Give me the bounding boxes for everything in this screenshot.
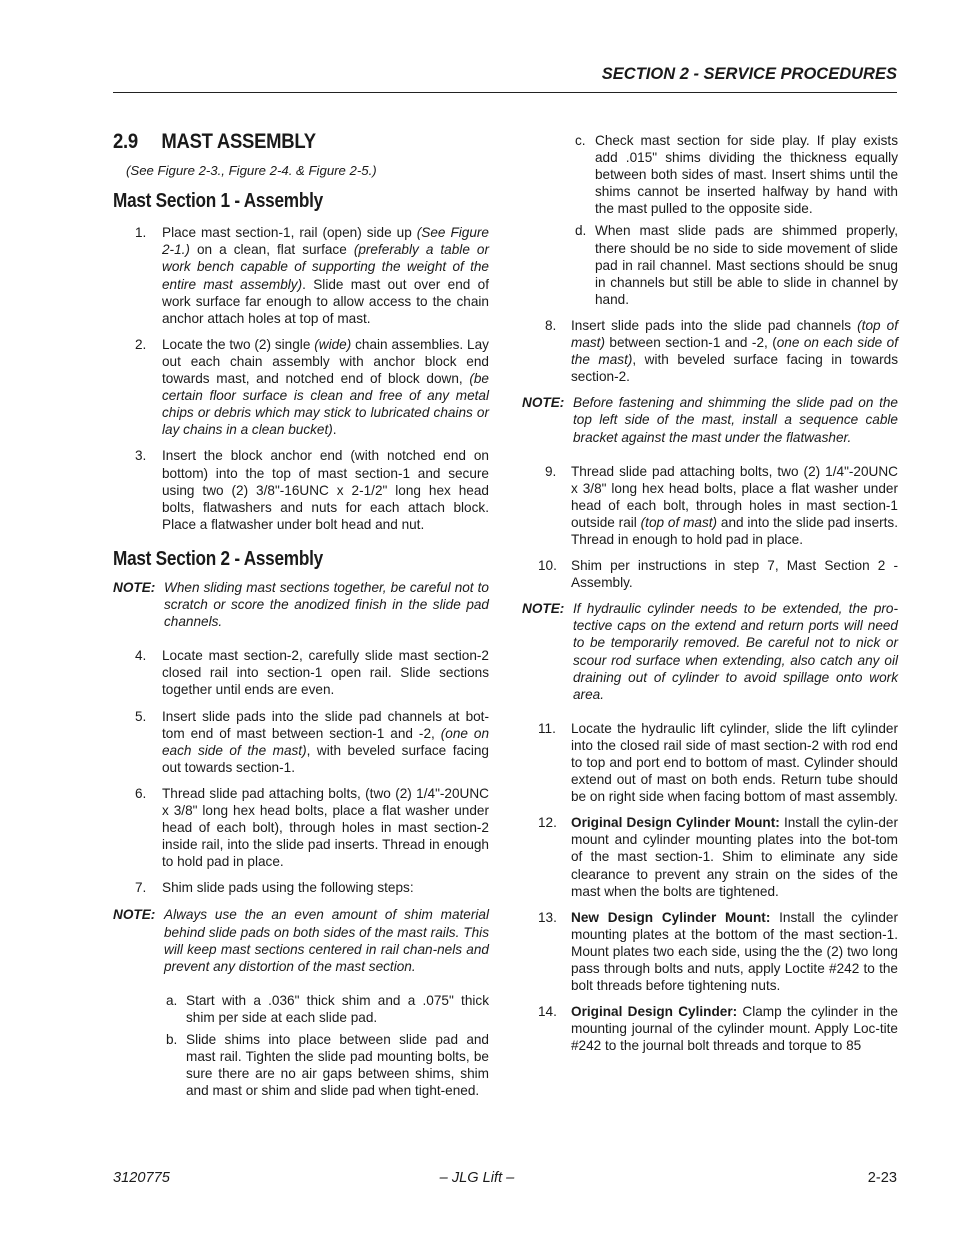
- note-label: NOTE:: [113, 579, 156, 595]
- note-label: NOTE:: [113, 907, 156, 923]
- step-text-italic: (be certain floor surface is clean and free of any metal chips or debris which may stick to lubricated chains or lay chains in a clean bucket): [162, 371, 489, 438]
- right-column: [522, 132, 898, 1064]
- substep-text: Slide shims into place between slide pad and mast rail. Tighten the slide pad mounting bolts, be sure there are no air gaps between shims, shim and mast or shim and slide pad when tight-ened.: [186, 1032, 489, 1099]
- step-number: 4.: [135, 648, 147, 664]
- substep-letter: c.: [575, 133, 586, 148]
- step-lead: Original Design Cylinder:: [571, 1004, 738, 1020]
- step-14: [522, 1003, 898, 1054]
- step-number: 7.: [135, 880, 147, 896]
- substep-text: Check mast section for side play. If play exists add .015" shims dividing the thickness equally between both sides of mast. Insert shims until the shims cannot be inserted halfway by hand with the mast pulled to the opposite side.: [595, 133, 898, 217]
- step-text: Insert slide pads into the slide pad channels at bot-tom end of mast between section-1 and -2,: [162, 708, 489, 741]
- footer-center: – JLG Lift –: [439, 1170, 515, 1186]
- step-text: Locate mast section-2, carefully slide mast section-2 closed rail into section-1 open rail. Slide sections together until ends are even.: [162, 648, 489, 698]
- step-lead: Original Design Cylinder Mount:: [571, 815, 780, 831]
- substep-text: Start with a .036" thick shim and a .075" thick shim per side at each slide pad.: [186, 992, 489, 1025]
- step-number: 8.: [545, 317, 557, 333]
- step-text-italic: (See Figure 2-1.): [162, 225, 489, 258]
- note-label: NOTE:: [522, 395, 565, 411]
- step-text-italic: one on each side of the mast): [571, 335, 898, 368]
- note-text: Always use the an even amount of shim material behind slide pads on both sides of the mast rails. This will keep mast sections centered in rail chan-nels and prevent any distortion of the mast section.: [164, 907, 489, 974]
- step-12: [522, 814, 898, 899]
- step-number: 11.: [538, 720, 556, 736]
- step-text: and into the slide pad inserts. Thread in enough to hold pad in place.: [571, 514, 899, 547]
- step-number: 9.: [545, 463, 557, 479]
- step-number: 14.: [538, 1004, 557, 1020]
- step-text: . Slide mast out over end of work surface far enough to allow access to the chain anchor attach holes at top of mast.: [162, 276, 490, 326]
- step-9: [522, 463, 898, 548]
- step-text: Place mast section-1, rail (open) side up: [162, 225, 417, 241]
- step-text-italic: (top of mast): [571, 317, 899, 351]
- footer-page-number: 2-23: [867, 1170, 897, 1186]
- step-text: between section-1 and -2, (: [604, 335, 777, 351]
- step-text-italic: (wide): [314, 336, 352, 352]
- step-text: Shim slide pads using the following steps:: [162, 880, 414, 896]
- step-text: Locate the hydraulic lift cylinder, slide the lift cylinder into the closed rail side of mast section-2 with rod end to top and port end to bottom of mast. Cylinder should extend out of mast on both ends. Return tube should be on right side when facing bottom of mast assembly.: [571, 720, 898, 805]
- step-11: [522, 720, 898, 805]
- step-number: 1.: [135, 225, 147, 241]
- step-text: , with beveled surface facing out towards section-1.: [162, 742, 489, 775]
- note-text: When sliding mast sections together, be careful not to scratch or score the anodized finish in the slide pad channels.: [164, 579, 489, 630]
- step-text: Install the cylin-der mount and cylinder mounting plates into the bot-tom of the mast section-1. Shim to eliminate any side clearance to prevent any strain on the sides of the mast when the bolts are tightened.: [571, 815, 898, 899]
- section-heading: [113, 130, 444, 153]
- step-4: [113, 647, 489, 698]
- step-3: [113, 447, 489, 532]
- step-number: 2.: [135, 336, 147, 352]
- step-text: Thread slide pad attaching bolts, (two (2) 1/4"-20UNC x 3/8" long hex head bolts, place a flat washer under head of each bolt), through holes in mast section-2 inside rail, into the slide pad inserts. Thread in enough to hold pad in place.: [162, 785, 489, 870]
- step-text: on a clean, flat surface: [189, 242, 354, 258]
- substep-c: [522, 132, 898, 217]
- step-text: Insert slide pads into the slide pad channels: [571, 317, 858, 333]
- note-3: [522, 394, 898, 445]
- substep-letter: a.: [166, 992, 178, 1008]
- section-header: SECTION 2 - SERVICE PROCEDURES: [601, 65, 897, 83]
- note-1: [113, 579, 489, 630]
- step-8: [522, 317, 898, 385]
- step-number: 3.: [135, 448, 147, 464]
- step-1: [113, 224, 489, 327]
- figure-reference: (See Figure 2-3., Figure 2-4. & Figure 2-5.): [126, 163, 377, 179]
- note-4: [522, 600, 898, 703]
- note-text: Before fastening and shimming the slide pad on the top left side of the mast, install a sequence cable bracket against the mast under the flatwasher.: [573, 395, 898, 445]
- step-text: .: [332, 422, 337, 438]
- step-text-italic: (one on each side of the mast): [162, 725, 489, 758]
- section-title: MAST ASSEMBLY: [161, 130, 316, 153]
- note-2: [113, 906, 489, 974]
- step-lead: New Design Cylinder Mount:: [571, 909, 771, 925]
- step-number: 13.: [538, 909, 557, 925]
- step-text: chain assemblies. Lay out each chain assembly with anchor block end towards mast, and notched end of block down,: [162, 336, 489, 387]
- step-10: [522, 557, 898, 591]
- step-text: Clamp the cylinder in the mounting journal of the cylinder mount. Apply Loc-tite #242 to the journal bolt threads and torque to 85: [571, 1004, 898, 1054]
- note-label: NOTE:: [522, 601, 565, 617]
- step-number: 10.: [538, 558, 557, 574]
- subsection-heading-mast1: Mast Section 1 - Assembly: [113, 190, 323, 213]
- left-column: [113, 132, 489, 1104]
- step-text-italic: (preferably a table or work bench capable of supporting the weight of the entire mast assembly): [162, 242, 490, 292]
- substep-letter: b.: [166, 1032, 178, 1048]
- substep-a: [113, 992, 489, 1026]
- substep-text: When mast slide pads are shimmed properly, there should be no side to side movement of slide pad in rail channel. Mast sections should be snug in channels but still be able to slide in channel by hand.: [595, 223, 898, 307]
- subsection-heading-mast2: Mast Section 2 - Assembly: [113, 547, 323, 570]
- note-text: If hydraulic cylinder needs to be extended, the pro-tective caps on the extend and return ports will need to be temporarily removed. Be careful not to nick or scour rod surface when extending, also catch any oil draining out of cylinder to avoid spillage onto work area.: [573, 601, 898, 702]
- step-6: [113, 785, 489, 870]
- step-text-italic: (top of mast): [640, 514, 718, 530]
- step-text: Thread slide pad attaching bolts, two (2) 1/4"-20UNC x 3/8" long hex head bolts, place a flat washer under head of each bolt, through holes in mast section-1 outside rail: [571, 463, 898, 530]
- step-number: 6.: [135, 785, 147, 801]
- step-text: Locate the two (2) single: [162, 336, 315, 352]
- step-text: Shim per instructions in step 7, Mast Section 2 - Assembly.: [571, 558, 898, 591]
- step-number: 5.: [135, 708, 147, 724]
- footer-doc-number: 3120775: [113, 1170, 170, 1186]
- step-2: [113, 336, 489, 439]
- step-7: [113, 879, 489, 896]
- step-number: 12.: [538, 815, 557, 831]
- substep-b: [113, 1031, 489, 1099]
- step-text: , with beveled surface facing in towards section-2.: [571, 352, 898, 385]
- step-text: Insert the block anchor end (with notched end on bottom) into the top of mast section-1 and secure using two (2) 3/8"-16UNC x 2-1/2" long hex head bolts, flatwashers and nuts for each attach block. Place a flatwasher under bolt head and nut.: [162, 448, 489, 532]
- section-number: 2.9: [113, 130, 138, 153]
- header-rule: [113, 92, 897, 93]
- step-13: [522, 909, 898, 994]
- substep-letter: d.: [575, 223, 587, 239]
- substep-d: [522, 222, 898, 307]
- step-5: [113, 708, 489, 776]
- step-text: Install the cylinder mounting plates at the bottom of the mast section-1. Mount plates two each side, using the the (2) two long pass through bolts and nuts, apply Loctite #242 to the bolt threads before tightening nuts.: [571, 909, 898, 994]
